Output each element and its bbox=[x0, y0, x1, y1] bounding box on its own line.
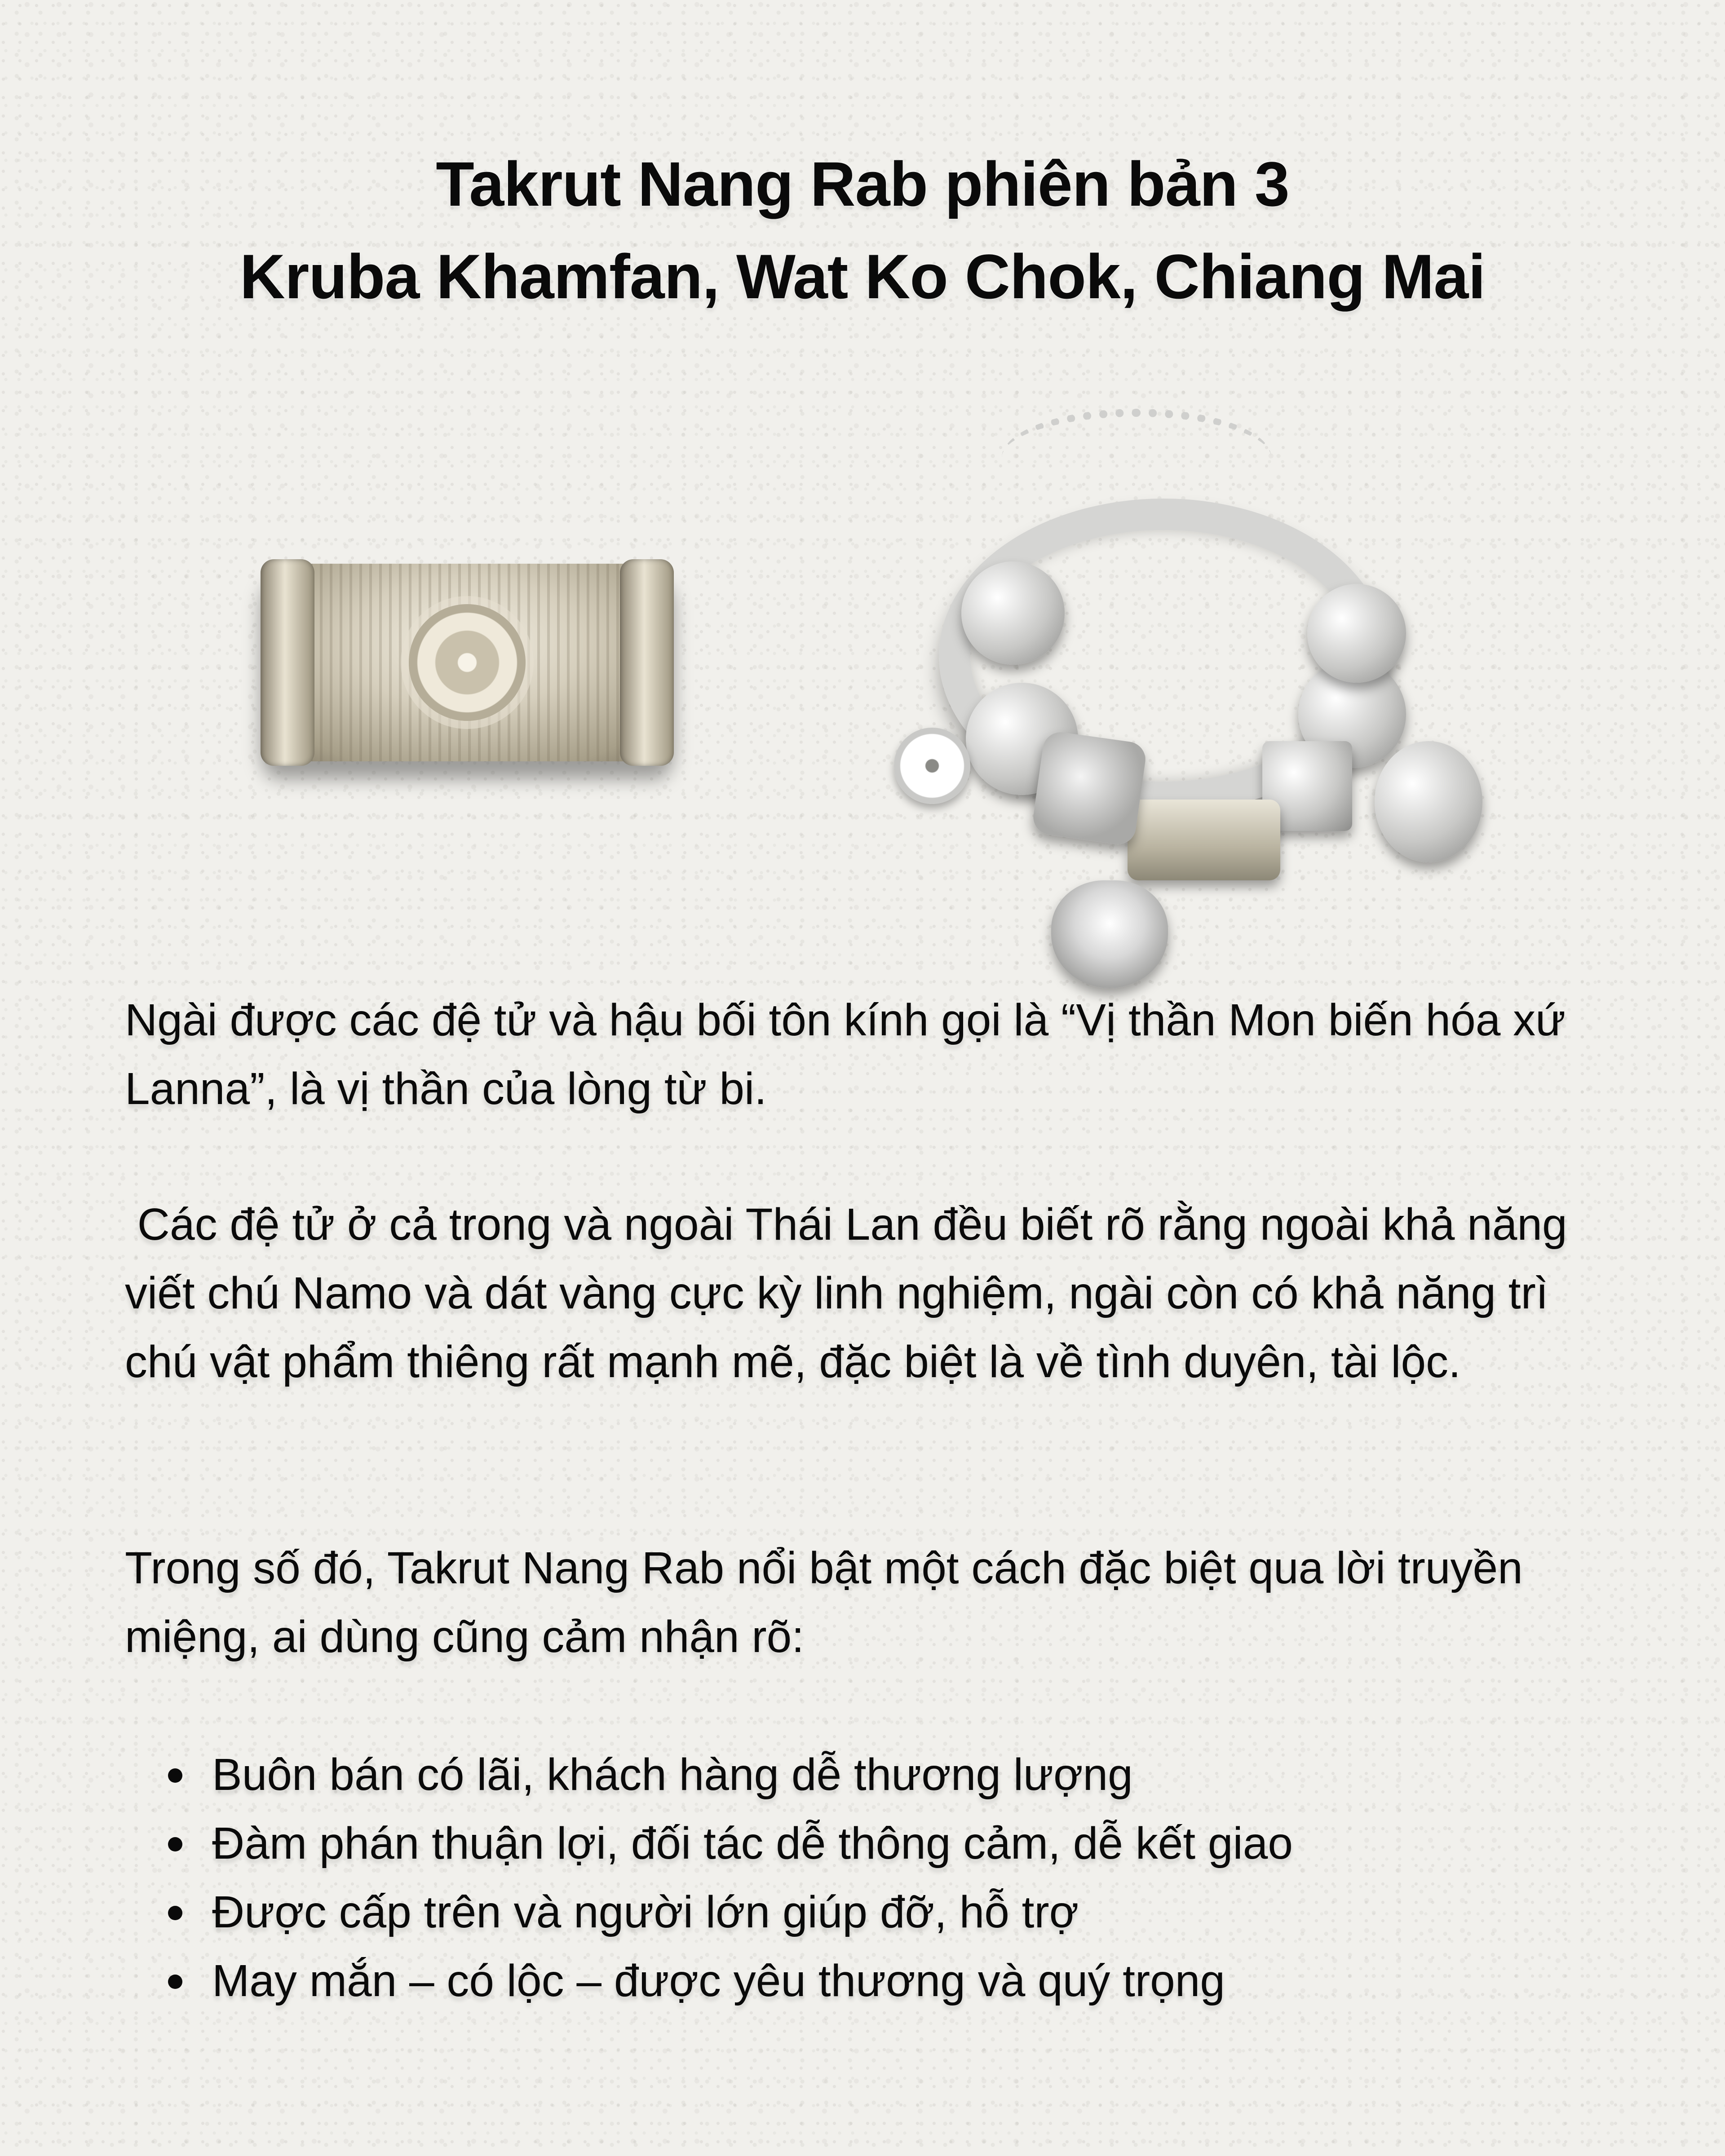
benefit-item bbox=[0, 1809, 1293, 1878]
benefit-item bbox=[0, 1741, 1293, 1809]
bracelet-chain bbox=[1002, 409, 1271, 507]
takrut-amulet-image bbox=[261, 564, 674, 761]
star-charm bbox=[1031, 730, 1148, 847]
takrut-tube-charm bbox=[1128, 800, 1280, 880]
bullet-icon bbox=[168, 1837, 182, 1851]
tree-of-life-charm bbox=[1375, 741, 1482, 862]
flower-charm bbox=[894, 728, 970, 804]
bullet-icon bbox=[168, 1906, 182, 1920]
benefit-text: Đàm phán thuận lợi, đối tác dễ thông cảm, dễ kết giao bbox=[212, 1818, 1293, 1869]
paragraph-abilities: Các đệ tử ở cả trong và ngoài Thái Lan đều biết rõ rằng ngoài khả năng viết chú Namo và dát vàng cực kỳ linh nghiệm, ngài còn có khả năng trì chú vật phẩm thiêng rất mạnh mẽ, đặc biệt là về tình duyên, tài lộc. bbox=[125, 1199, 1580, 1387]
benefits-list bbox=[0, 1741, 1293, 2015]
charm-bracelet-image bbox=[876, 395, 1460, 957]
amulet-end-cap-right bbox=[620, 559, 674, 766]
benefit-text: May mắn – có lộc – được yêu thương và quý trọng bbox=[212, 1956, 1225, 2006]
benefit-item bbox=[0, 1878, 1293, 1947]
benefit-item bbox=[0, 1947, 1293, 2015]
heart-crystal-charm bbox=[1051, 880, 1168, 988]
title-line-2: Kruba Khamfan, Wat Ko Chok, Chiang Mai bbox=[239, 241, 1486, 312]
paragraph-highlight: Trong số đó, Takrut Nang Rab nổi bật một cách đặc biệt qua lời truyền miệng, ai dùng cũng cảm nhận rõ: bbox=[125, 1543, 1523, 1662]
amulet-center-medallion bbox=[409, 604, 526, 721]
benefit-text: Buôn bán có lãi, khách hàng dễ thương lượng bbox=[212, 1750, 1133, 1800]
bullet-icon bbox=[168, 1768, 182, 1783]
benefit-text: Được cấp trên và người lớn giúp đỡ, hỗ trợ bbox=[212, 1887, 1079, 1937]
title-line-1: Takrut Nang Rab phiên bản 3 bbox=[436, 149, 1289, 219]
amulet-end-cap-left bbox=[261, 559, 314, 766]
bracelet-bead bbox=[961, 561, 1065, 665]
paragraph-intro: Ngài được các đệ tử và hậu bối tôn kính gọi là “Vị thần Mon biến hóa xứ Lanna”, là vị thần của lòng từ bi. bbox=[125, 995, 1566, 1114]
bullet-icon bbox=[168, 1975, 182, 1989]
bracelet-bead bbox=[1307, 584, 1406, 683]
